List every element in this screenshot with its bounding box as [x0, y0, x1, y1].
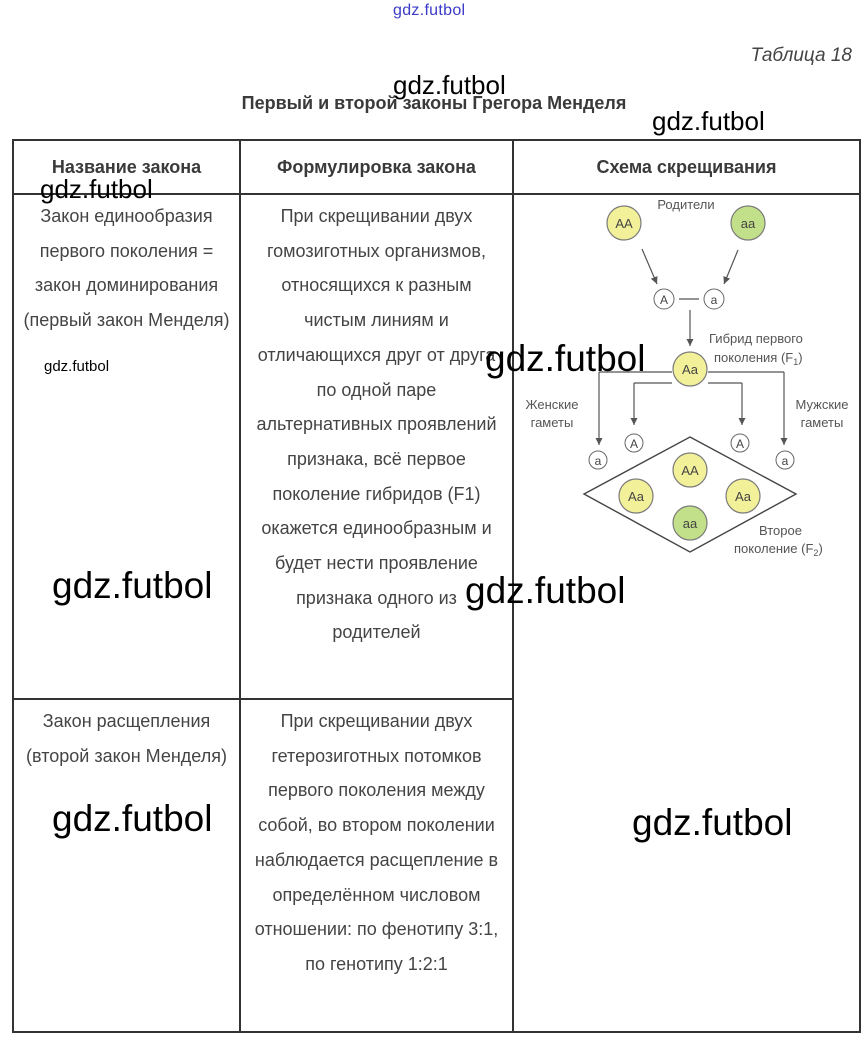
female-gametes-label-line2: гаметы: [530, 415, 574, 430]
female-gamete-recessive-label: a: [594, 454, 602, 468]
male-gametes-label-line1: Мужские: [795, 397, 849, 412]
watermark: gdz.futbol: [465, 570, 626, 611]
law-name-text: Закон расщепления (второй закон Менделя): [26, 711, 227, 766]
header-formulation: Формулировка закона: [240, 140, 513, 194]
watermark: gdz.futbol: [52, 798, 213, 839]
parent-dominant-label: AA: [615, 216, 633, 231]
header-scheme: Схема скрещивания: [513, 140, 860, 194]
table-caption: Первый и второй законы Грегора Менделя: [241, 93, 627, 113]
male-gamete-recessive-label: a: [781, 454, 789, 468]
law-name-cell: [13, 699, 240, 1032]
watermark: gdz.futbol: [652, 106, 765, 136]
source-link[interactable]: gdz.futbol: [393, 2, 466, 19]
law-name-cell: [13, 194, 240, 699]
second-gen-label-line2: поколение $(F_2)$: [734, 541, 823, 558]
watermark: gdz.futbol: [393, 70, 506, 100]
header-law-name: Название закона: [13, 140, 240, 194]
law-formulation-text: При скрещивании двух гомозиготных организмов, относящихся к разным чистым линиям и отличающихся друг от друга по одной паре альтернативных проявлений признака, всё первое поколение гибридов (F1) окажется единообразным и будет нести проявление признака одного из родителей: [256, 206, 497, 643]
hybrid-label: Aa: [682, 362, 698, 377]
male-gametes-label-line2: гаметы: [800, 415, 844, 430]
law-formulation-cell: [240, 699, 513, 1032]
female-gametes-label-line1: Женские: [525, 397, 579, 412]
crossing-scheme-cell: [513, 194, 860, 1032]
offspring-label-0: AA: [681, 463, 699, 478]
table-row: [13, 194, 860, 699]
watermark: gdz.futbol: [52, 565, 213, 606]
law-formulation-cell: [240, 194, 513, 699]
second-gen-label-line1: Второе: [759, 523, 802, 538]
law-formulation-text: При скрещивании двух гетерозиготных потомков первого поколения между собой, во втором поколении наблюдается расщепление в определённом числовом отношении: по фенотипу 3:1, по генотипу 1:2:1: [254, 711, 499, 974]
parent-gamete-dominant-label: A: [659, 293, 669, 307]
offspring-label-2: Aa: [735, 489, 751, 504]
female-gamete-dominant-label: A: [629, 437, 639, 451]
offspring-label-1: Aa: [628, 489, 644, 504]
male-gamete-dominant-label: A: [735, 437, 745, 451]
watermark: gdz.futbol: [40, 174, 153, 204]
parent-recessive-label: aa: [740, 216, 756, 231]
crossing-scheme-diagram: [514, 195, 859, 595]
table-number-label: Таблица 18: [750, 45, 852, 66]
law-name-text: Закон единообразия первого поколения = закон доминирования (первый закон Менделя): [23, 206, 230, 331]
hybrid-label-line1: Гибрид первого: [709, 331, 803, 346]
watermark: gdz.futbol: [632, 802, 793, 843]
parent-gamete-recessive-label: a: [710, 293, 718, 307]
watermark: gdz.futbol: [485, 338, 646, 379]
offspring-label-3: aa: [682, 516, 698, 531]
parents-label: Родители: [657, 197, 715, 212]
watermark: gdz.futbol: [44, 358, 110, 375]
hybrid-label-line2: поколения $(F_1)$: [714, 350, 803, 367]
